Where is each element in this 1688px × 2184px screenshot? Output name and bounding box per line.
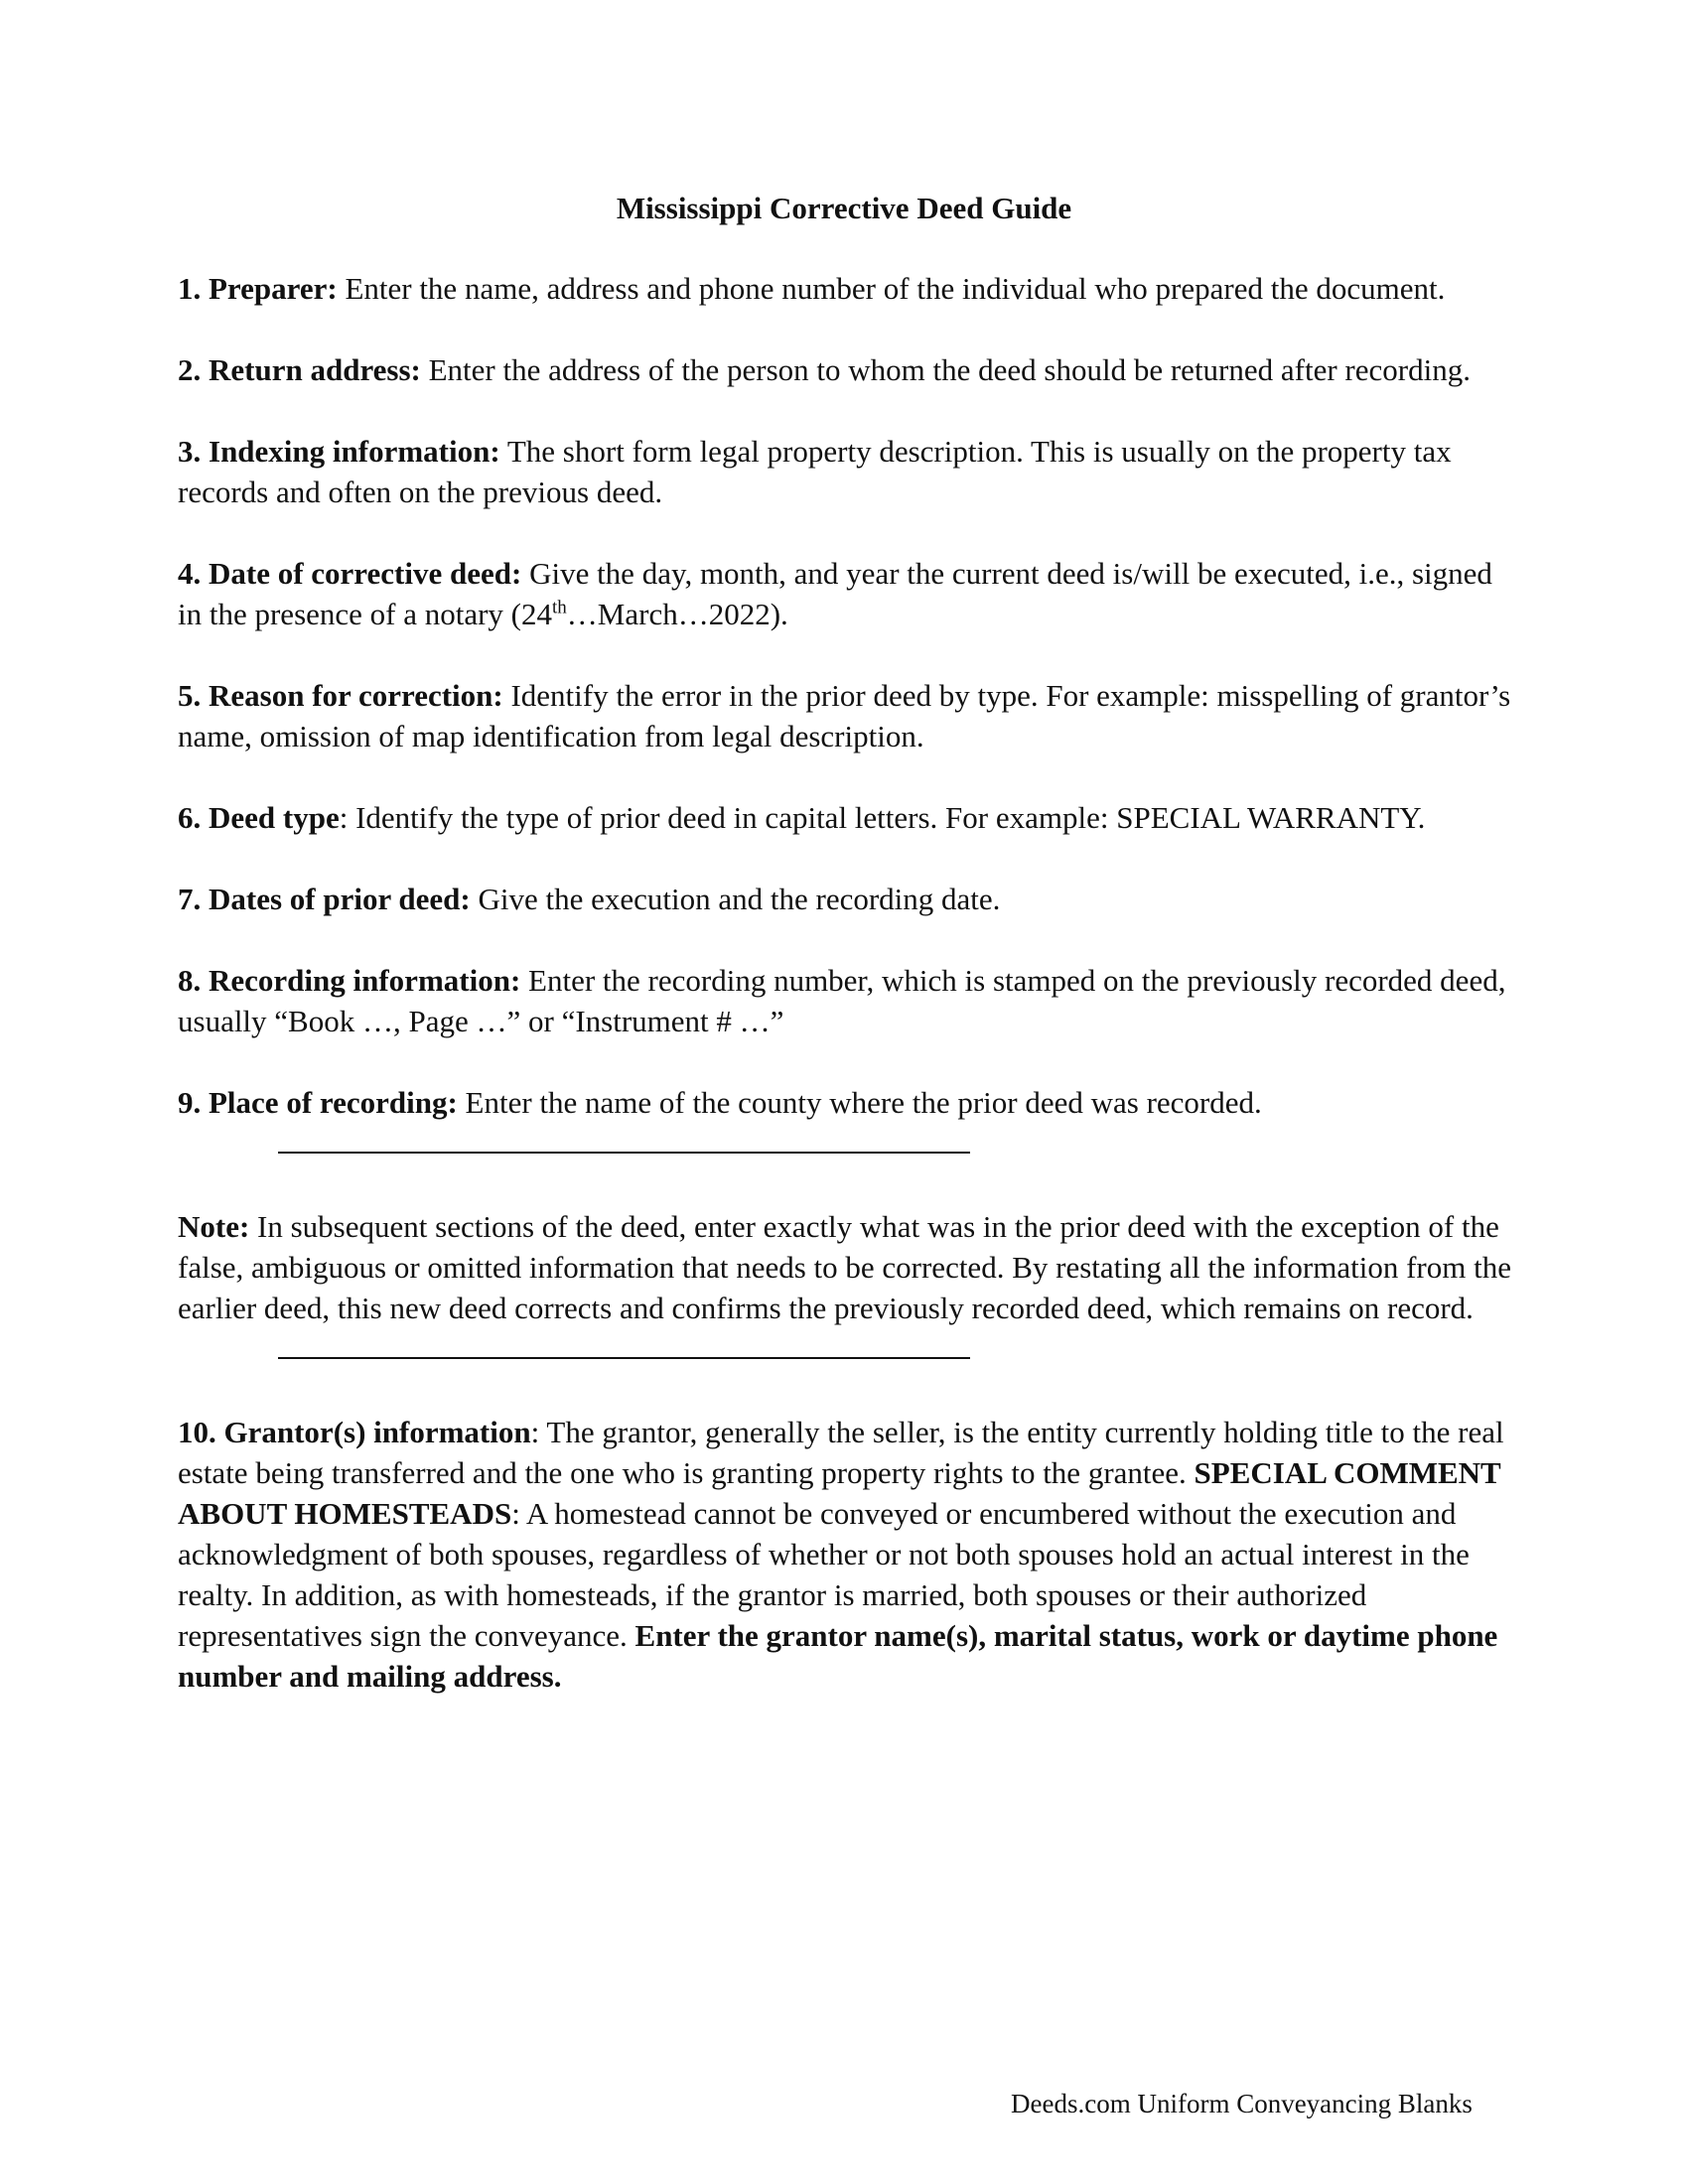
section-label: 5. Reason for correction:	[178, 678, 503, 713]
section-recording-information	[178, 960, 1513, 1041]
note-paragraph	[178, 1206, 1513, 1328]
section-grantor-information	[178, 1412, 1513, 1697]
section-label: 10. Grantor(s) information	[178, 1415, 531, 1449]
section-text: : Identify the type of prior deed in capital letters. For example: SPECIAL WARRANTY.	[339, 800, 1426, 835]
section-label: 1. Preparer:	[178, 271, 338, 306]
section-text: Enter the name of the county where the prior deed was recorded.	[457, 1085, 1262, 1120]
section-label: 7. Dates of prior deed:	[178, 882, 471, 916]
section-label: 9. Place of recording:	[178, 1085, 458, 1120]
grantor-instruction: Enter the grantor name(s), marital status, work or daytime phone number and mailing address.	[178, 1618, 1498, 1694]
section-dates-of-prior-deed	[178, 879, 1513, 919]
section-indexing-information	[178, 431, 1513, 512]
section-label: 8. Recording information:	[178, 963, 521, 998]
section-label: 4. Date of corrective deed:	[178, 556, 522, 591]
section-text: : The grantor, generally the seller, is the entity currently holding title to the real estate being transferred and the one who is granting property rights to the grantee.	[178, 1415, 1504, 1490]
section-place-of-recording	[178, 1082, 1513, 1123]
document-title: Mississippi Corrective Deed Guide	[616, 191, 1072, 225]
section-reason-for-correction	[178, 675, 1513, 756]
section-date-of-corrective-deed	[178, 553, 1513, 634]
section-return-address	[178, 349, 1513, 390]
special-comment-text: : A homestead cannot be conveyed or encumbered without the execution and acknowledgment of both spouses, regardless of whether or not both spouses hold an actual interest in the realty. In addition, as with homesteads, if the grantor is married, both spouses or their authorized representatives sign the conveyance.	[178, 1496, 1470, 1653]
section-text: Identify the error in the prior deed by type. For example: misspelling of grantor’s name, omission of map identification from legal description.	[178, 678, 1511, 753]
section-preparer	[178, 268, 1513, 309]
note-label: Note:	[178, 1209, 250, 1244]
divider-line	[278, 1357, 970, 1359]
divider-line	[278, 1152, 970, 1154]
section-text: Give the day, month, and year the current deed is/will be executed, i.e., signed in the presence of a notary (24	[178, 556, 1492, 631]
ordinal-suffix: th	[552, 597, 567, 618]
section-text: Enter the recording number, which is stamped on the previously recorded deed, usually “Book …, Page …” or “Instrument # …”	[178, 963, 1506, 1038]
section-text: Give the execution and the recording date.	[470, 882, 1001, 916]
section-deed-type	[178, 797, 1513, 838]
section-text: Enter the name, address and phone number of the individual who prepared the document.	[337, 271, 1446, 306]
section-label: 2. Return address:	[178, 352, 421, 387]
section-label: 6. Deed type	[178, 800, 340, 835]
section-text-continued: …March…2022).	[566, 597, 788, 631]
footer-text: Deeds.com Uniform Conveyancing Blanks	[1011, 2089, 1473, 2118]
section-text: The short form legal property description. This is usually on the property tax records and often on the previous deed.	[178, 434, 1452, 509]
section-text: Enter the address of the person to whom the deed should be returned after recording.	[420, 352, 1471, 387]
special-comment-label: SPECIAL COMMENT ABOUT HOMESTEADS	[178, 1455, 1501, 1531]
section-label: 3. Indexing information:	[178, 434, 500, 469]
note-text: In subsequent sections of the deed, enter exactly what was in the prior deed with the exception of the false, ambiguous or omitted information that needs to be corrected. By restating all the information from the earlier deed, this new deed corrects and confirms the previously recorded deed, which remains on record.	[178, 1209, 1511, 1325]
document-body	[178, 268, 1513, 1737]
